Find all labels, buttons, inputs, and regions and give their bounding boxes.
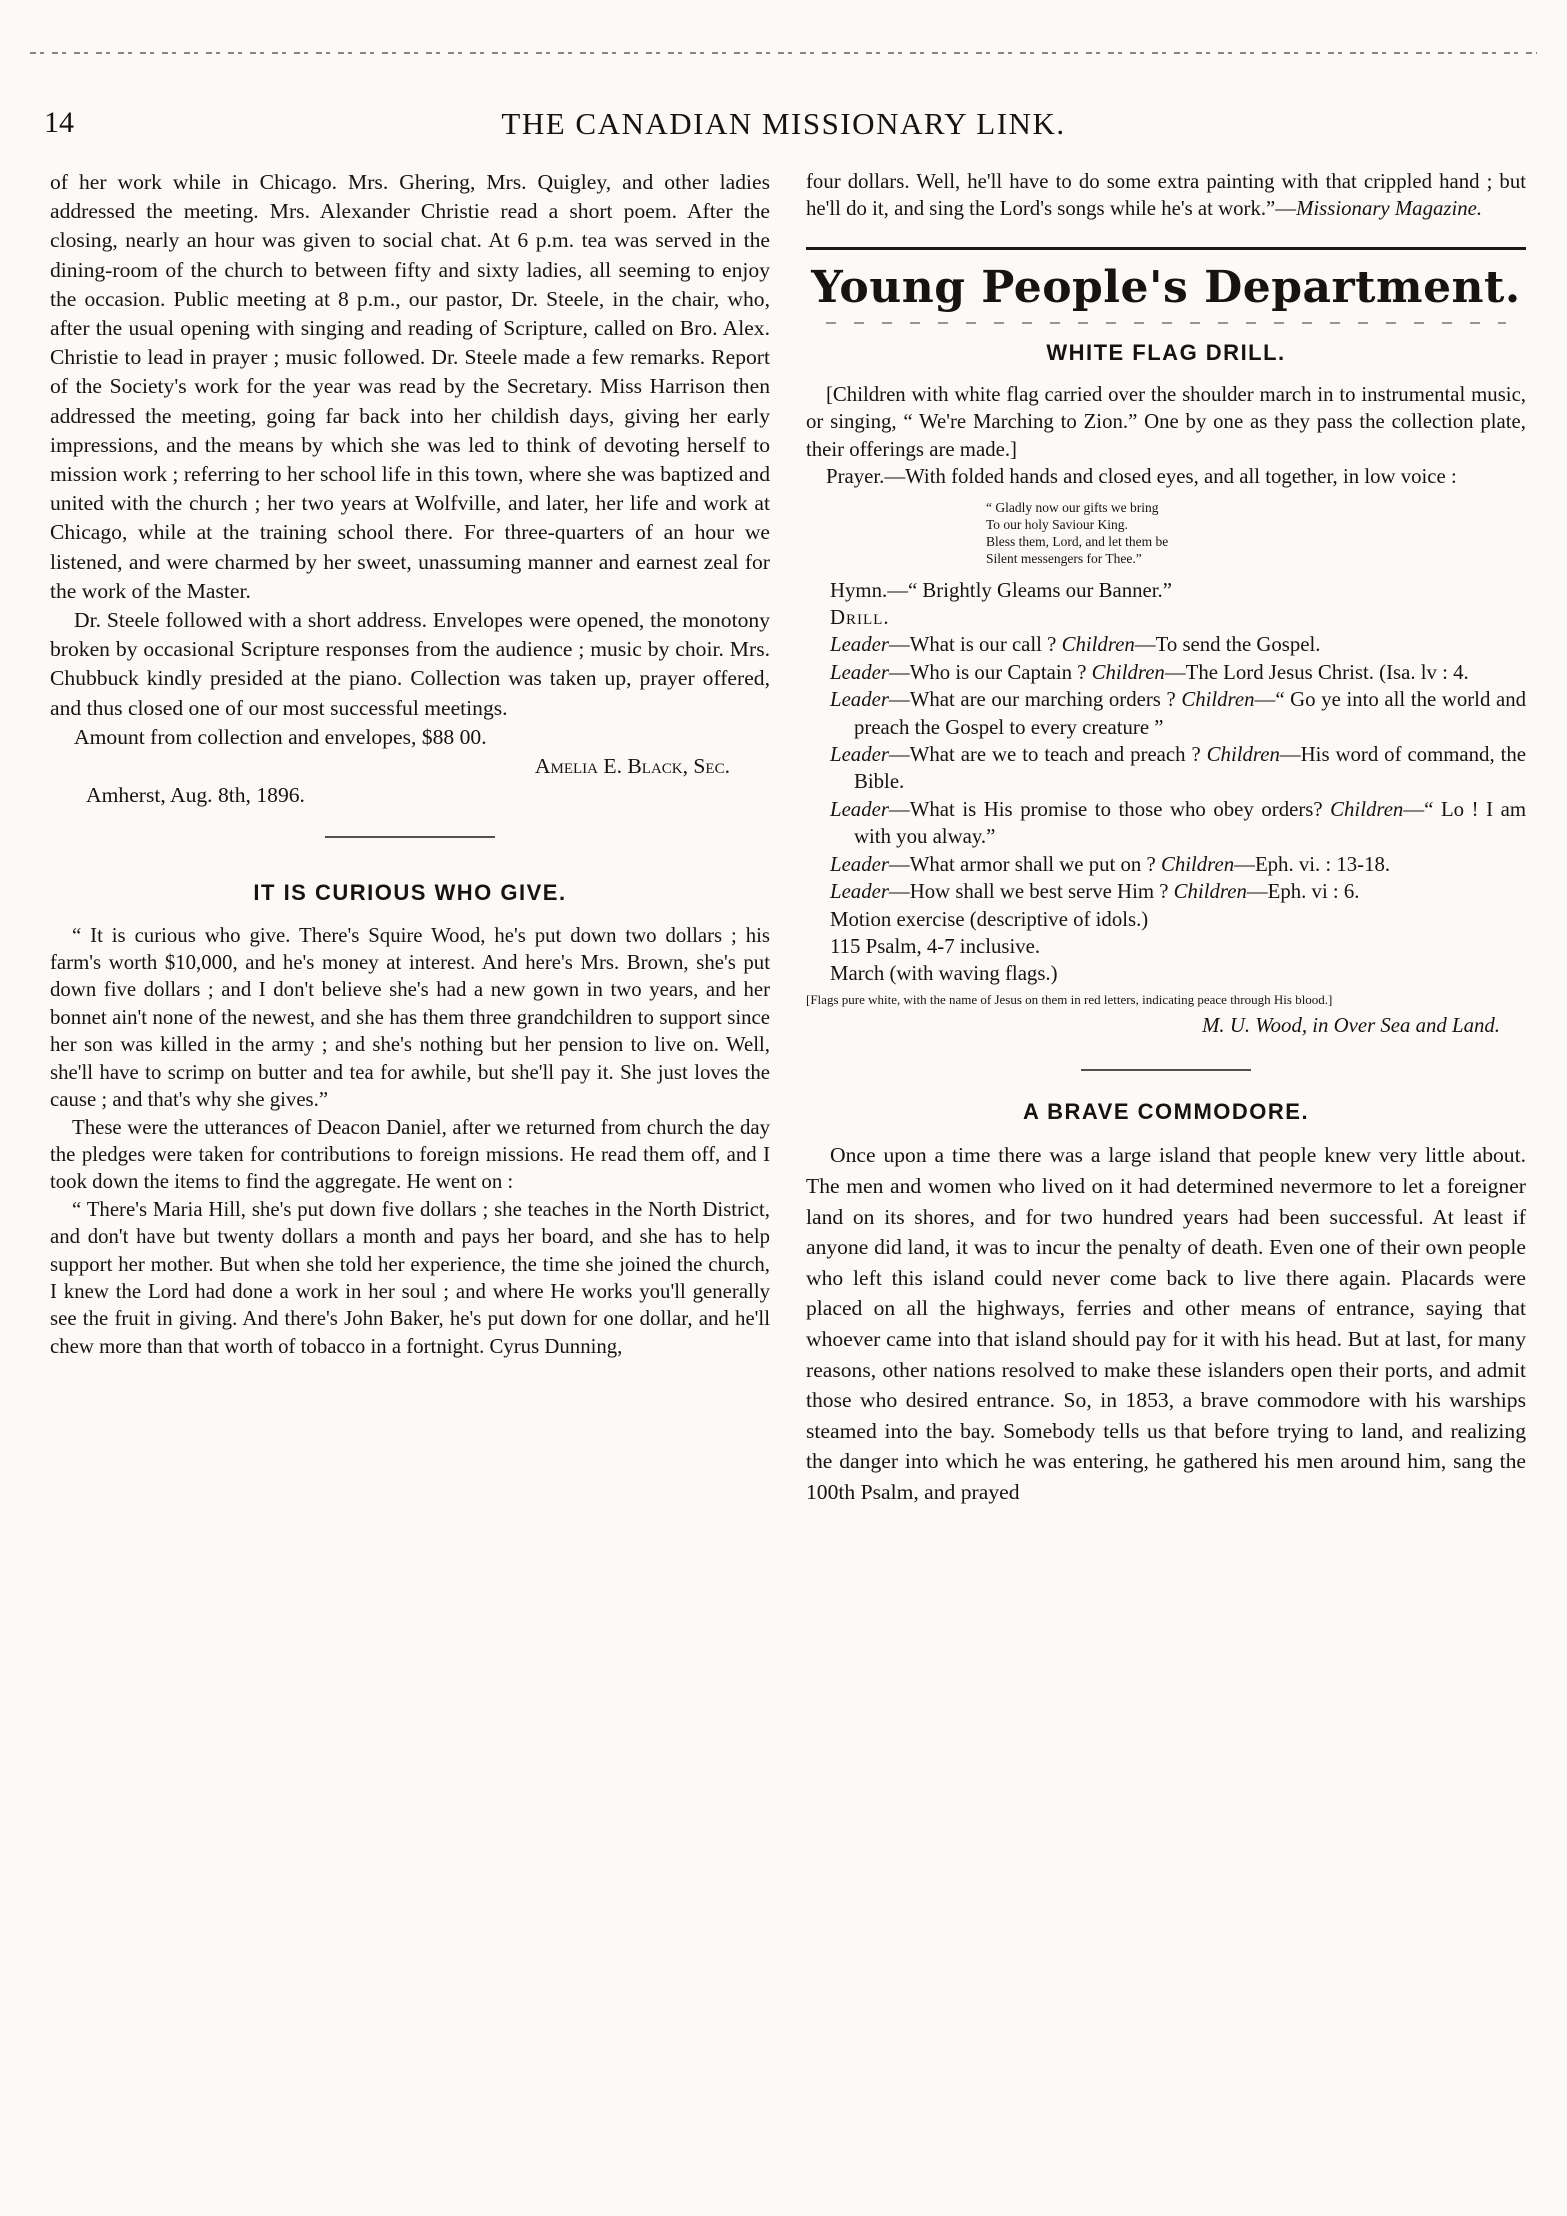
curious-article-end: [806, 168, 1526, 223]
article-separator: [325, 836, 495, 838]
article-paragraph: “ It is curious who give. There's Squire Wood, he's put down two dollars ; his farm's worth $10,000, and he's money at interest. And here's Mrs. Brown, she's put down five dollars ; and I don't believe she's had a new gown in two years, and her bonnet ain't none of the newest, and she has them three grandchildren to support since her son was killed in the army ; and she's nothing but her pension to live on. Well, she'll have to scrimp on butter and tea for awhile, but she'll pay it. She just loves the cause ; and that's why she gives.”: [50, 923, 770, 1112]
verse-line: To our holy Saviour King.: [986, 516, 1128, 532]
prayer-verse: [986, 499, 1526, 567]
drill-step: Motion exercise (descriptive of idols.): [830, 907, 1149, 931]
report-place-date: Amherst, Aug. 8th, 1896.: [86, 783, 305, 808]
department-rule: [806, 247, 1526, 250]
drill-step: March (with waving flags.): [830, 962, 1058, 986]
drill-exchange: Leader—What is our call ? Children—To send the Gospel.: [830, 633, 1321, 657]
page-header: [44, 106, 1523, 150]
drill-exchange: Leader—What armor shall we put on ? Children—Eph. vi. : 13-18.: [830, 852, 1391, 876]
curious-article: [50, 878, 770, 1360]
society-report: [50, 168, 770, 810]
department-subrule: [826, 322, 1506, 324]
article-title: WHITE FLAG DRILL.: [1046, 339, 1286, 365]
drill-step: 115 Psalm, 4-7 inclusive.: [830, 934, 1041, 958]
report-paragraph: Dr. Steele followed with a short address. Envelopes were opened, the monotony broken by occasional Scripture responses from the audience ; music by choir. Mrs. Chubbuck kindly presided at the piano. Collection was taken up, prayer offered, and thus closed one of our most successful meetings.: [50, 608, 770, 720]
article-paragraph: Once upon a time there was a large island that people knew very little about. The men and women who lived on it had determined nevermore to let a foreigner land on its shores, and for two hundred years had been successful. At least if anyone did land, it was to incur the penalty of death. Even one of their own people who left this island could never come back to live there again. Placards were placed on all the highways, ferries and other means of entrance, saying that whoever came into that island should pay for it with his head. But at last, for many reasons, other nations resolved to make these islanders open their ports, and admit those who desired entrance. So, in 1853, a brave commodore with his warships steamed into the bay. Somebody tells us that before trying to land, and realizing the danger into which he was entering, he gathered his men around him, sang the 100th Psalm, and prayed: [806, 1143, 1526, 1504]
drill-attribution: M. U. Wood, in Over Sea and Land.: [1202, 1013, 1500, 1037]
drill-hymn: Hymn.—“ Brightly Gleams our Banner.”: [830, 578, 1172, 602]
white-flag-drill: [806, 338, 1526, 1039]
report-signature: Amelia E. Black, Sec.: [534, 754, 730, 779]
article-paragraph: four dollars. Well, he'll have to do some extra painting with that crippled hand ; but he'll do it, and sing the Lord's songs while he's at work.”—: [806, 170, 1526, 221]
verse-line: Silent messengers for Thee.”: [986, 550, 1142, 566]
drill-label: Drill.: [830, 606, 890, 630]
article-paragraph: These were the utterances of Deacon Daniel, after we returned from church the day the pledges were taken for contributions to foreign missions. He read them off, and I took down the items to find the aggregate. He went on :: [50, 1115, 770, 1194]
page-number: 14: [44, 106, 74, 139]
report-amount: Amount from collection and envelopes, $88 00.: [74, 724, 487, 749]
drill-exchange: Leader—What are our marching orders ? Children—“ Go ye into all the world and preach the Gospel to every creature ”: [830, 688, 1527, 739]
drill-intro: [Children with white flag carried over the shoulder march in to instrumental music, or singing, “ We're Marching to Zion.” One by one as they pass the collection plate, their offerings are made.]: [806, 383, 1526, 461]
drill-exchange: Leader—What is His promise to those who obey orders? Children—“ Lo ! I am with you alway.”: [830, 797, 1526, 849]
top-border-rule: [30, 52, 1537, 54]
article-paragraph: “ There's Maria Hill, she's put down five dollars ; she teaches in the North District, and don't have but twenty dollars a month and pays her board, and she has to help support her mother. But when she told her experience, the time she joined the church, I knew the Lord had done a work in her soul ; and where He works you'll generally see the fruit in giving. And there's John Baker, he's put down for one dollar, and he'll chew more than that worth of tobacco in a fortnight. Cyrus Dunning,: [50, 1197, 770, 1358]
article-separator: [1081, 1069, 1251, 1071]
article-title: IT IS CURIOUS WHO GIVE.: [253, 880, 567, 906]
drill-note: [Flags pure white, with the name of Jesus on them in red letters, indicating peace through His blood.]: [806, 991, 1333, 1007]
commodore-article: [806, 1097, 1526, 1507]
drill-prayer: Prayer.—With folded hands and closed eyes, and all together, in low voice :: [826, 465, 1457, 489]
publication-title: THE CANADIAN MISSIONARY LINK.: [501, 106, 1066, 141]
drill-exchange: Leader—What are we to teach and preach ? Children—His word of command, the Bible.: [830, 743, 1526, 794]
drill-exchange: Leader—How shall we best serve Him ? Children—Eph. vi : 6.: [830, 880, 1360, 904]
article-title: A BRAVE COMMODORE.: [1022, 1099, 1310, 1125]
article-source: Missionary Magazine.: [1296, 197, 1483, 221]
left-column: [50, 168, 770, 1360]
verse-line: Bless them, Lord, and let them be: [986, 533, 1169, 549]
drill-exchange: Leader—Who is our Captain ? Children—The Lord Jesus Christ. (Isa. lv : 4.: [830, 660, 1469, 684]
report-paragraph: of her work while in Chicago. Mrs. Ghering, Mrs. Quigley, and other ladies addressed the meeting. Mrs. Alexander Christie read a short poem. After the closing, nearly an hour was given to social chat. At 6 p.m. tea was served in the dining-room of the church to between fifty and sixty ladies, all seeming to enjoy the occasion. Public meeting at 8 p.m., our pastor, Dr. Steele, in the chair, who, after the usual opening with singing and reading of Scripture, called on Bro. Alex. Christie to lead in prayer ; music followed. Dr. Steele made a few remarks. Report of the Society's work for the year was read by the Secretary. Miss Harrison then addressed the meeting, going far back into her childish days, giving her early impressions, and the means by which she was led to think of devoting herself to mission work ; referring to her school life in this town, where she was baptized and united with the church ; her two years at Wolfville, and later, her life and work at Chicago, while at the training school there. For three-quarters of an hour we listened, and were charmed by her sweet, unassuming manner and earnest zeal for the work of the Master.: [50, 170, 770, 603]
department-title: Young People's Department.: [811, 261, 1521, 313]
verse-line: “ Gladly now our gifts we bring: [986, 499, 1159, 515]
right-column: [806, 168, 1526, 1507]
